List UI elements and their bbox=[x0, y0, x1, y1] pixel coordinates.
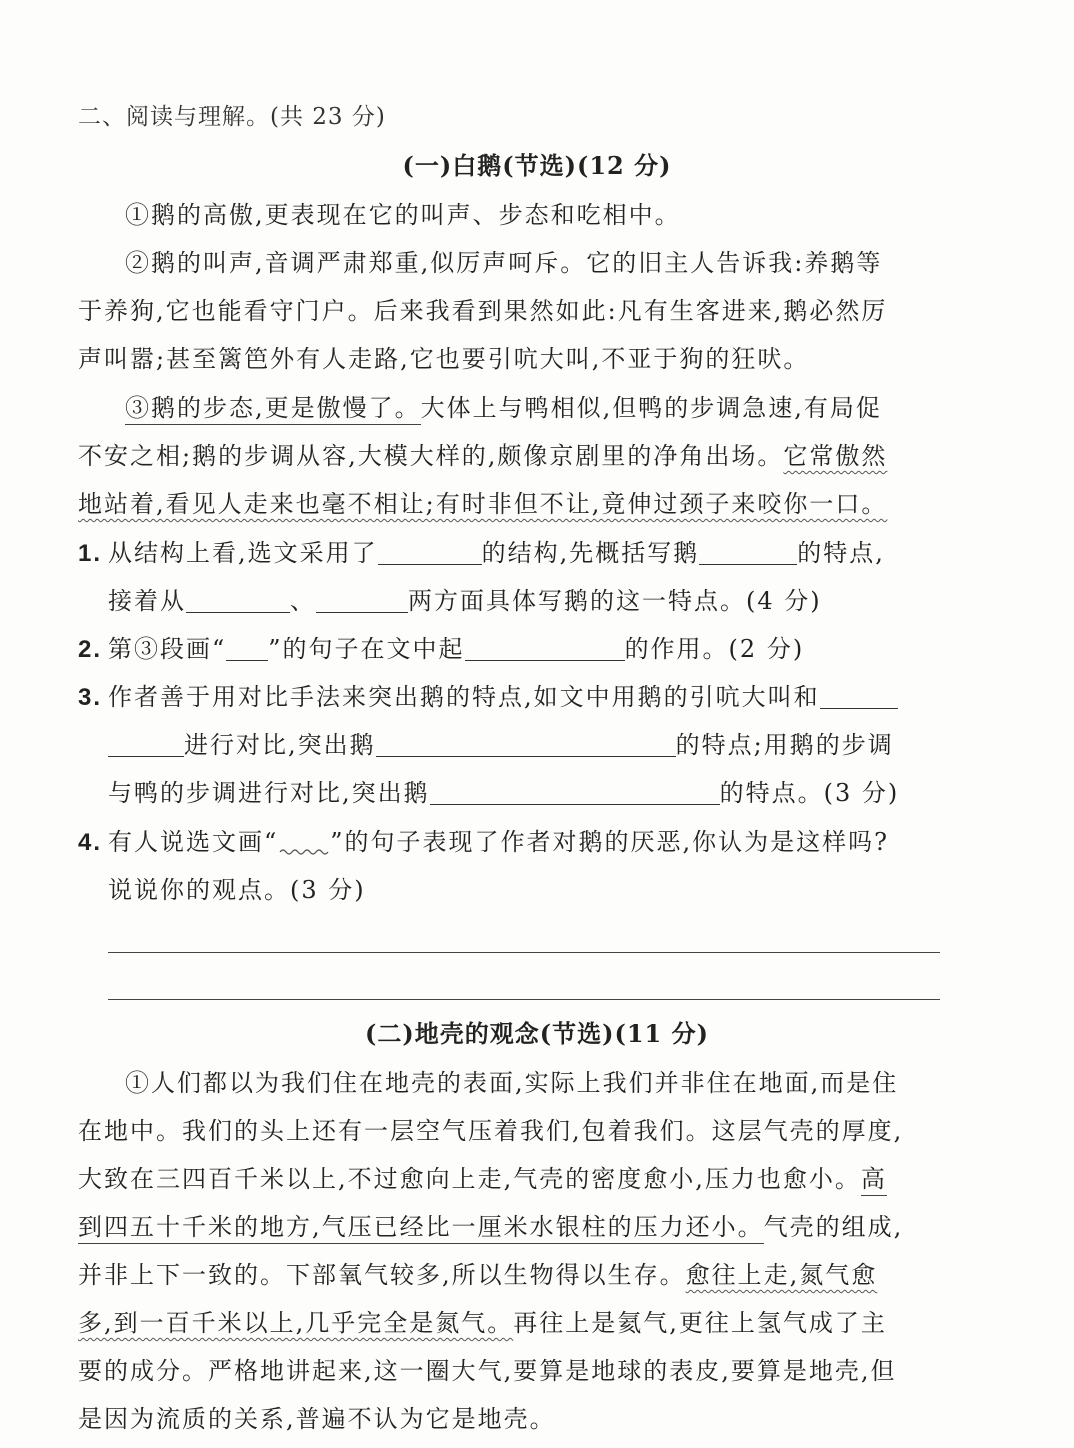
question-3-line2 bbox=[108, 728, 940, 762]
q1-text-e: 、 bbox=[290, 587, 316, 615]
q3-text-b: 进行对比,突出鹅 bbox=[184, 731, 376, 759]
wavy-sentence-end: 地站着,看见人走来也毫不相让;有时非但不让,竟伸过颈子来咬你一口。 bbox=[78, 490, 888, 518]
passage1-p2-line1: ②鹅的叫声,音调严肃郑重,似厉声呵斥。它的旧主人告诉我:养鹅等 bbox=[125, 249, 883, 277]
answer-line-2[interactable] bbox=[108, 999, 940, 1000]
section-title: 二、阅读与理解。(共 23 分) bbox=[78, 104, 386, 130]
q1-blank-structure[interactable] bbox=[378, 538, 482, 565]
passage1-p2-line2: 于养狗,它也能看守门户。后来我看到果然如此:凡有生客进来,鹅必然厉 bbox=[78, 297, 888, 325]
question-4-line1 bbox=[78, 825, 940, 860]
q1-text-d: 接着从 bbox=[108, 587, 186, 615]
p2-line6-rest: 再往上是氦气,更往上氢气成了主 bbox=[513, 1309, 887, 1337]
p2-line5-text: 并非上下一致的。下部氧气较多,所以生物得以生存。 bbox=[78, 1261, 686, 1289]
passage1-p2-line3: 声叫嚣;甚至篱笆外有人走路,它也要引吭大叫,不亚于狗的狂吠。 bbox=[78, 345, 810, 373]
passage2-line8: 是因为流质的关系,普遍不认为它是地壳。 bbox=[78, 1405, 556, 1433]
p3-line2-text: 不安之相;鹅的步调从容,大模大样的,颇像京剧里的净角出场。 bbox=[78, 442, 784, 470]
passage2-line7: 要的成分。严格地讲起来,这一圈大气,要算是地球的表皮,要算是地壳,但 bbox=[78, 1357, 897, 1385]
passage2-line1: ①人们都以为我们住在地壳的表面,实际上我们并非住在地面,而是住 bbox=[125, 1069, 899, 1097]
passage1-p3-line2 bbox=[78, 439, 940, 473]
q3-text-a: 作者善于用对比手法来突出鹅的特点,如文中用鹅的引吭大叫和 bbox=[108, 683, 820, 711]
q1-text-c: 的特点, bbox=[797, 539, 885, 567]
q4-text-b: ”的句子表现了作者对鹅的厌恶,你认为是这样吗? bbox=[330, 828, 890, 856]
q4-wavy-line-mark bbox=[278, 832, 330, 856]
question-3-number: 3. bbox=[78, 684, 103, 711]
p2-underlined-end: 到四五十千米的地方,气压已经比一厘米水银柱的压力还小。 bbox=[78, 1213, 764, 1244]
q3-text-c: 的特点;用鹅的步调 bbox=[675, 731, 894, 759]
q3-blank-compare1a[interactable] bbox=[820, 682, 898, 709]
passage2-line2: 在地中。我们的头上还有一层空气压着我们,包着我们。这层气壳的厚度, bbox=[78, 1117, 904, 1145]
q1-text-f: 两方面具体写鹅的这一特点。(4 分) bbox=[408, 587, 822, 615]
q1-blank-aspect2[interactable] bbox=[316, 586, 408, 613]
q3-blank-feature1[interactable] bbox=[376, 730, 676, 757]
wavy-sentence-start: 它常傲然 bbox=[783, 442, 888, 470]
passage1-title: (一)白鹅(节选)(12 分) bbox=[402, 151, 672, 180]
q3-text-d: 与鸭的步调进行对比,突出鹅 bbox=[108, 779, 430, 807]
p2-line4-rest: 气壳的组成, bbox=[763, 1213, 904, 1241]
question-2 bbox=[78, 632, 940, 667]
question-2-number: 2. bbox=[78, 636, 103, 663]
passage2-line5 bbox=[78, 1258, 940, 1292]
question-1-line1 bbox=[78, 536, 940, 571]
q2-text-c: 的作用。(2 分) bbox=[624, 635, 805, 663]
question-1-line2 bbox=[108, 584, 940, 618]
q2-blank-function[interactable] bbox=[465, 634, 625, 661]
q1-text-b: 的结构,先概括写鹅 bbox=[481, 539, 700, 567]
q3-text-e: 的特点。(3 分) bbox=[719, 779, 900, 807]
q3-blank-compare1b[interactable] bbox=[108, 730, 184, 757]
passage2-line3 bbox=[78, 1162, 940, 1196]
p2-wavy-start: 愈往上走,氮气愈 bbox=[685, 1261, 878, 1289]
q1-blank-feature[interactable] bbox=[699, 538, 797, 565]
passage1-p3-line3 bbox=[78, 487, 940, 521]
p2-line3-text: 大致在三四百千米以上,不过愈向上走,气壳的密度愈小,压力也愈小。 bbox=[78, 1165, 861, 1193]
question-3-line1 bbox=[78, 680, 940, 715]
question-4-line2: 说说你的观点。(3 分) bbox=[108, 876, 366, 904]
passage1-paragraph1: ①鹅的高傲,更表现在它的叫声、步态和吃相中。 bbox=[125, 201, 681, 229]
passage2-line6 bbox=[78, 1306, 940, 1340]
q2-straight-line-mark bbox=[226, 634, 268, 661]
passage2-line4 bbox=[78, 1210, 940, 1244]
answer-line-1[interactable] bbox=[108, 952, 940, 953]
p2-underlined-start: 高 bbox=[861, 1165, 887, 1196]
q3-blank-feature2[interactable] bbox=[430, 778, 720, 805]
p2-wavy-end: 多,到一百千米以上,几乎完全是氮气。 bbox=[78, 1309, 514, 1337]
q1-blank-aspect1[interactable] bbox=[186, 586, 290, 613]
passage2-title: (二)地壳的观念(节选)(11 分) bbox=[365, 1019, 709, 1048]
question-3-line3 bbox=[108, 776, 940, 810]
q2-text-a: 第③段画“ bbox=[108, 635, 227, 663]
p3-line1-rest: 大体上与鸭相似,但鸭的步调急速,有局促 bbox=[420, 394, 882, 422]
passage1-p3-line1 bbox=[125, 391, 940, 425]
underlined-sentence: ③鹅的步态,更是傲慢了。 bbox=[125, 394, 421, 425]
q1-text-a: 从结构上看,选文采用了 bbox=[108, 539, 378, 567]
question-4-number: 4. bbox=[78, 829, 103, 856]
question-1-number: 1. bbox=[78, 540, 103, 567]
q4-text-a: 有人说选文画“ bbox=[108, 828, 279, 856]
q2-text-b: ”的句子在文中起 bbox=[268, 635, 465, 663]
